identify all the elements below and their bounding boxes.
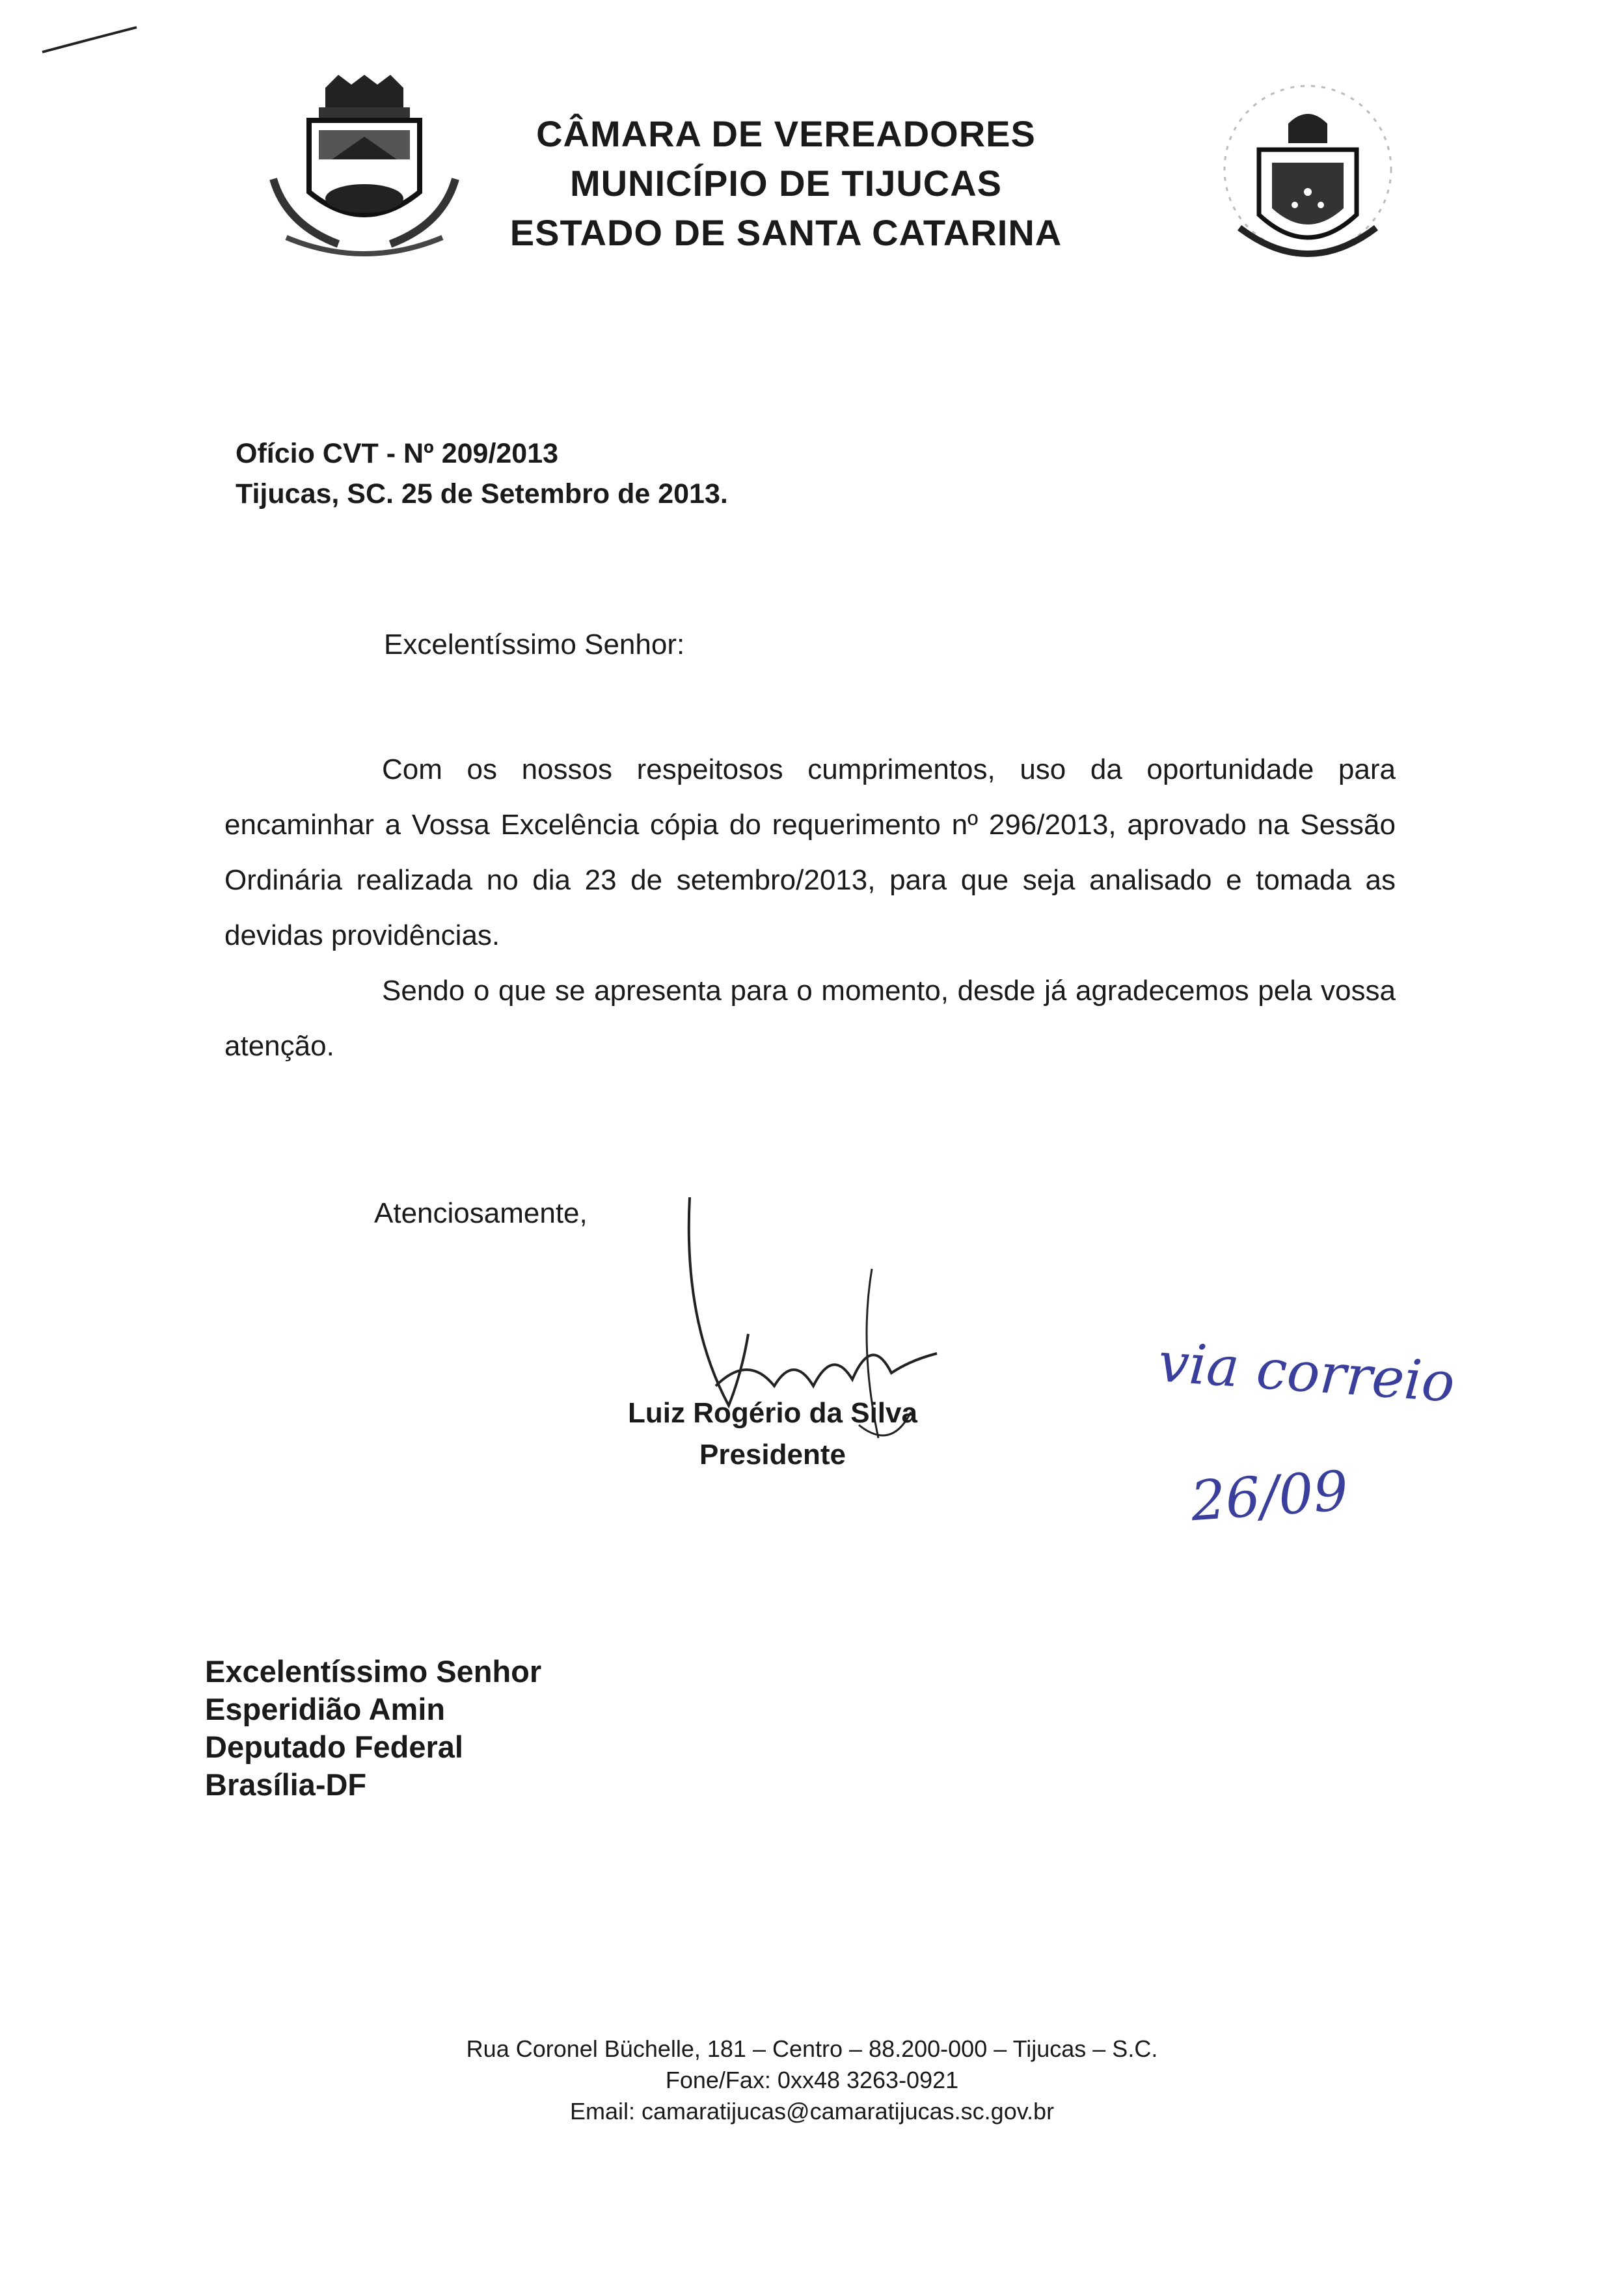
body-paragraph: Sendo o que se apresenta para o momento, desde já agradecemos pela vossa atenção. [224, 975, 1396, 1062]
handwritten-date: 26/09 [1188, 1458, 1351, 1534]
addressee-line: Deputado Federal [205, 1730, 463, 1764]
signatory-title: Presidente [699, 1439, 846, 1471]
salutation: Excelentíssimo Senhor: [384, 629, 685, 660]
addressee-line: Brasília-DF [205, 1767, 367, 1802]
body-paragraph: Com os nossos respeitosos cumprimentos, uso da oportunidade para encaminhar a Vossa Excelência cópia do requerimento nº 296/2013, aprovado na Sessão Ordinária realizada no dia 23 de setembro/2013, para que seja analisado e tomada as devidas providências. [224, 754, 1396, 951]
addressee-line: Excelentíssimo Senhor [205, 1654, 542, 1689]
scan-mark [39, 20, 143, 59]
footer-phone: Fone/Fax: 0xx48 3263-0921 [665, 2067, 959, 2093]
reference-block [236, 433, 728, 514]
institution-header [0, 109, 1624, 258]
handwritten-note: via correio [1156, 1330, 1457, 1415]
addressee-block [205, 1653, 541, 1804]
place-date: Tijucas, SC. 25 de Setembro de 2013. [236, 478, 728, 509]
footer [0, 2033, 1624, 2127]
header-line: CÂMARA DE VEREADORES [536, 113, 1036, 154]
letter-body [224, 742, 1396, 1074]
closing: Atenciosamente, [374, 1197, 588, 1229]
addressee-line: Esperidião Amin [205, 1692, 446, 1726]
signatory [628, 1392, 917, 1476]
header-line: MUNICÍPIO DE TIJUCAS [569, 163, 1003, 204]
footer-address: Rua Coronel Büchelle, 181 – Centro – 88.200-000 – Tijucas – S.C. [466, 2035, 1158, 2062]
office-number: Ofício CVT - Nº 209/2013 [236, 438, 559, 469]
footer-email: Email: camaratijucas@camaratijucas.sc.gov.br [569, 2098, 1055, 2125]
signatory-name: Luiz Rogério da Silva [628, 1397, 917, 1429]
header-line: ESTADO DE SANTA CATARINA [509, 212, 1062, 253]
